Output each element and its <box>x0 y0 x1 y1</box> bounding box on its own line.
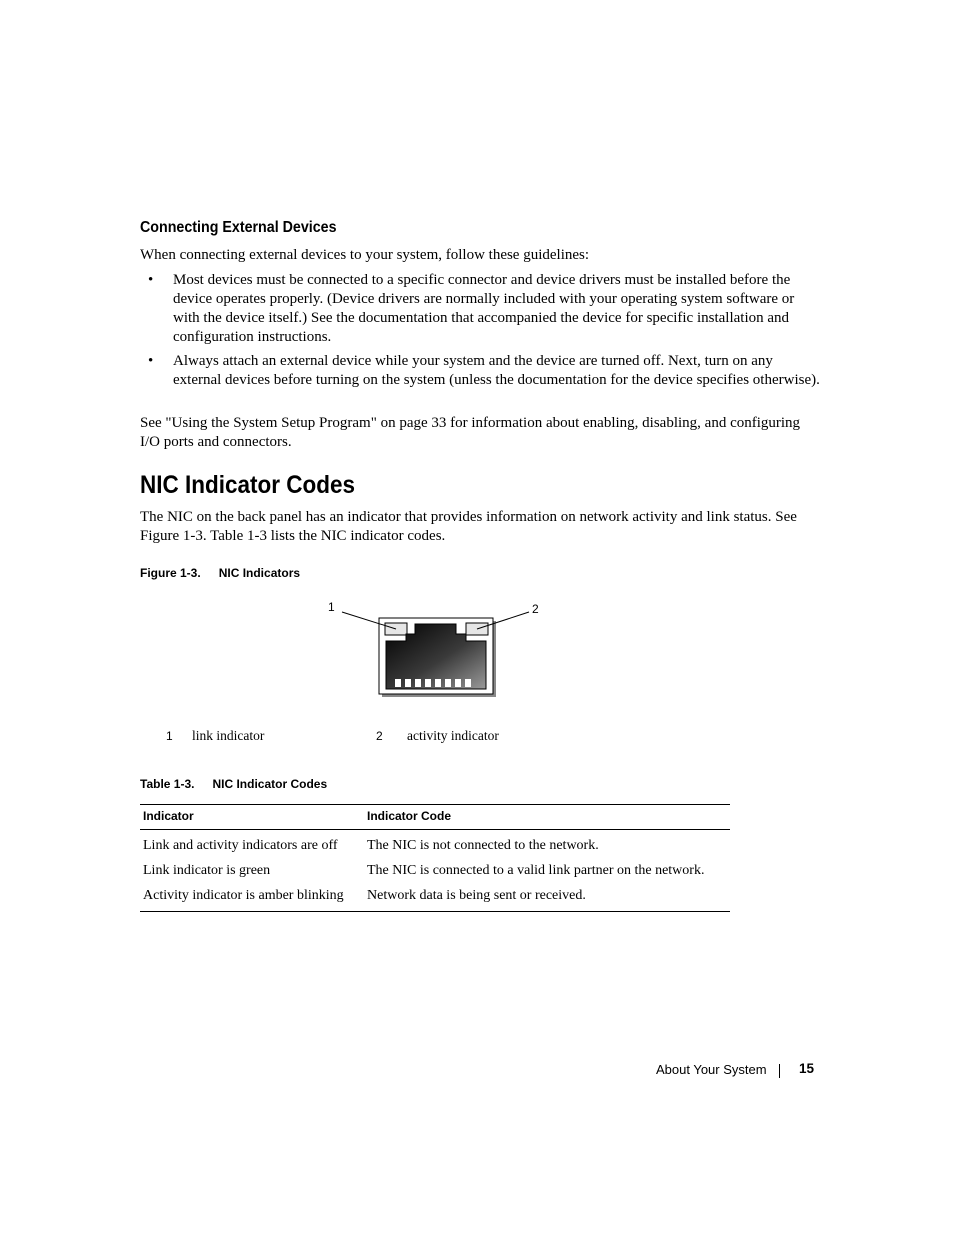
page-number: 15 <box>799 1061 815 1076</box>
table-row <box>140 830 730 859</box>
bullet-symbol: • <box>148 353 154 369</box>
bullet-item-drivers: Most devices must be connected to a specific connector and device drivers must be installed before the device operates properly. (Device drivers are normally included with your operating system software or with the device itself.) See the documentation that accompanied the device for specific installation and configuration instructions. <box>173 272 795 345</box>
footer-section-name: About Your System <box>656 1062 767 1077</box>
intro-paragraph: When connecting external devices to your system, follow these guidelines: <box>140 247 590 263</box>
nic-paragraph: The NIC on the back panel has an indicator that provides information on network activity and link status. See Figure 1-3. Table 1-3 lists the NIC indicator codes. <box>140 509 797 544</box>
table-title: NIC Indicator Codes <box>212 777 328 791</box>
page-title: NIC Indicator Codes <box>140 471 356 499</box>
legend-number: 1 <box>166 729 173 743</box>
section-heading: Connecting External Devices <box>140 219 337 236</box>
see-also-paragraph: See "Using the System Setup Program" on page 33 for information about enabling, disabling, and configuring I/O ports and connectors. <box>140 415 801 450</box>
nic-codes-table <box>140 804 730 912</box>
table-cell: Network data is being sent or received. <box>364 883 730 912</box>
figure-number: Figure 1-3. <box>140 566 201 580</box>
callout-1: 1 <box>328 600 335 614</box>
table-caption <box>140 777 327 791</box>
table-row <box>140 858 730 883</box>
table-cell: Link indicator is green <box>143 862 271 878</box>
table-cell: The NIC is connected to a valid link partner on the network. <box>367 862 705 878</box>
callout-2: 2 <box>532 602 539 616</box>
footer-divider <box>779 1064 780 1078</box>
table-cell: Link and activity indicators are off <box>143 837 338 853</box>
table-cell: Activity indicator is amber blinking <box>140 883 364 912</box>
table-number: Table 1-3. <box>140 777 195 791</box>
legend-activity-indicator: activity indicator <box>407 728 499 743</box>
figure-caption <box>140 566 300 580</box>
figure-title: NIC Indicators <box>218 566 301 580</box>
nic-port-diagram <box>320 596 560 706</box>
table-header-row <box>140 805 730 830</box>
legend-number: 2 <box>376 729 383 743</box>
header-indicator: Indicator <box>140 805 364 830</box>
table-cell: The NIC is not connected to the network. <box>367 837 599 853</box>
legend-link-indicator: link indicator <box>192 728 265 743</box>
bullet-item-power-off: Always attach an external device while your system and the device are turned off. Next, turn on any external devices before turning on the system (unless the documentation for the device specifies otherwise). <box>173 353 820 388</box>
table-row <box>140 883 730 912</box>
bullet-symbol: • <box>148 272 154 288</box>
header-indicator-code: Indicator Code <box>364 805 730 830</box>
